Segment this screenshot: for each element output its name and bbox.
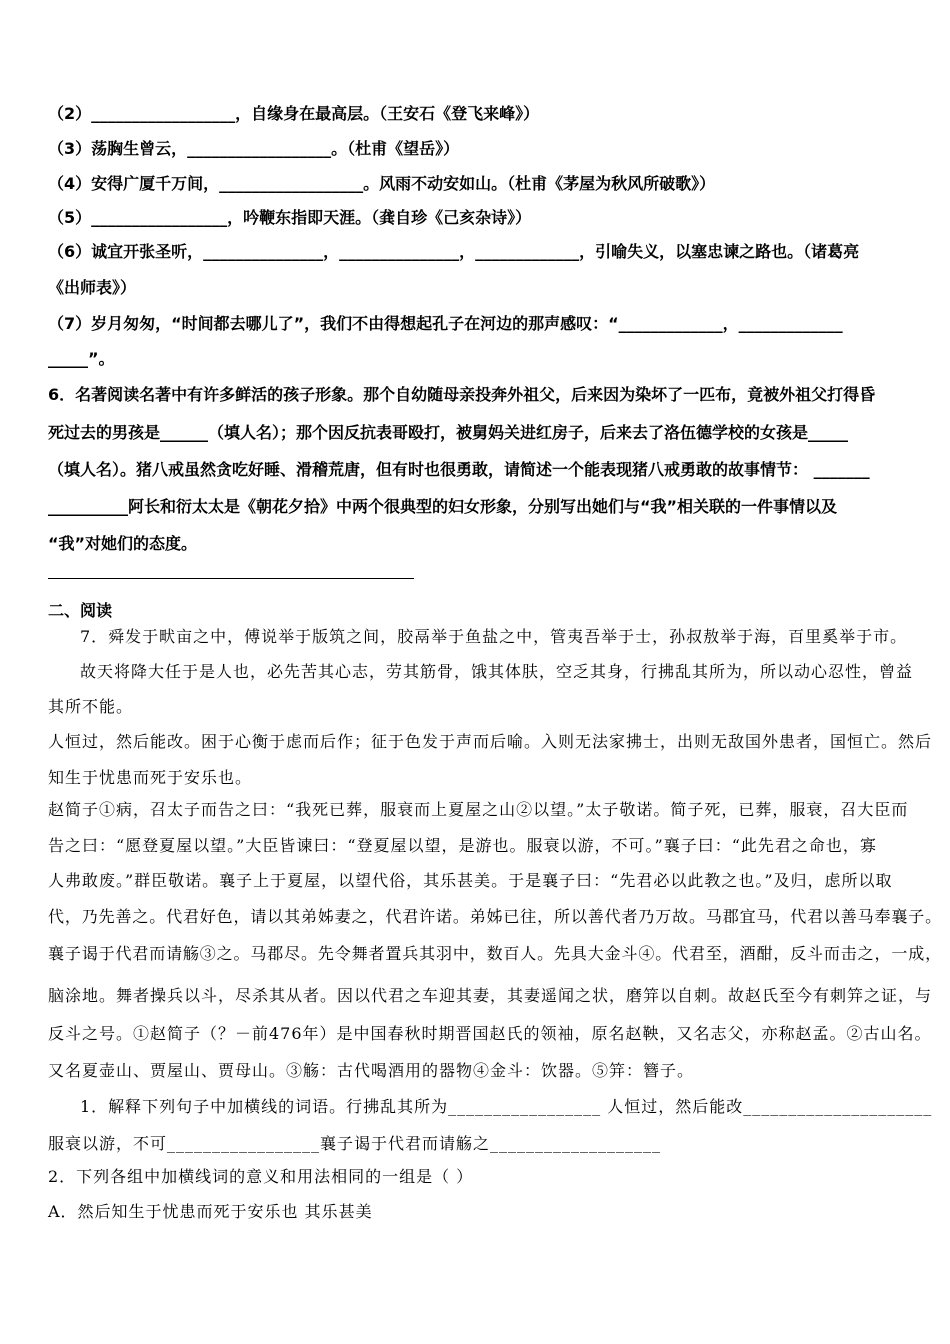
passage-p2-line1: 故天将降大任于是人也，必先苦其心志，劳其筋骨，饿其体肤，空乏其身，行拂乱其所为，所以动心忍性，曾益 (80, 662, 914, 681)
question-1-line2: 服衰以游，不可_________________襄子谒于代君而请觞之___________________ (48, 1134, 662, 1153)
passage-p2-line2: 其所不能。 (48, 697, 134, 716)
passage-p4-line6: 脑涂地。舞者操兵以斗，尽杀其从者。因以代君之车迎其妻，其妻遥闻之状，磨笄以自刺。故赵氏至今有刺笄之证，与 (48, 986, 933, 1005)
reading-q6-line4: __________阿长和衍太太是《朝花夕拾》中两个很典型的妇女形象，分别写出她们与“我”相关联的一件事情以及 (48, 497, 838, 516)
reading-q6-line3: （填人名）。猪八戒虽然贪吃好睡、滑稽荒唐，但有时也很勇敢，请简述一个能表现猪八戒勇敢的故事情节： _______ (48, 460, 870, 479)
poetry-q7-line2: _____”。 (48, 349, 115, 368)
poetry-q3: （3）荡胸生曾云，__________________。（杜甫《望岳》） (48, 139, 460, 158)
poetry-q6-line1: （6）诚宜开张圣听，_______________，_______________，_____________，引喻失义，以塞忠谏之路也。（诸葛亮 (48, 242, 860, 261)
passage-p4-line1: 赵简子①病，召太子而告之曰：“我死已葬，服衰而上夏屋之山②以望。”太子敬诺。简子死，已葬，服衰，召大臣而 (48, 800, 909, 819)
reading-q6-line1: 6．名著阅读名著中有许多鲜活的孩子形象。那个自幼随母亲投奔外祖父，后来因为染坏了一匹布，竟被外祖父打得昏 (48, 385, 876, 404)
passage-p3-line2: 知生于忧患而死于安乐也。 (48, 768, 253, 787)
passage-p4-line4: 代，乃先善之。代君好色，请以其弟姊妻之，代君许诺。弟姊已往，所以善代者乃万故。马郡宜马，代君以善马奉襄子。 (48, 907, 943, 926)
poetry-q2: （2）__________________，自缘身在最高层。（王安石《登飞来峰》） (48, 104, 540, 123)
poetry-q5: （5）_________________，吟鞭东指即天涯。（龚自珍《己亥杂诗》） (48, 208, 532, 227)
passage-p1: 7．舜发于畎亩之中，傅说举于版筑之间，胶鬲举于鱼盐之中，管夷吾举于士，孙叔敖举于海，百里奚举于市。 (80, 627, 908, 646)
answer-line (48, 578, 414, 579)
section-title: 二、阅读 (48, 601, 113, 620)
poetry-q6-line2: 《出师表》） (48, 278, 137, 297)
poetry-q7-line1: （7）岁月匆匆，“时间都去哪儿了”，我们不由得想起孔子在河边的那声感叹：“_____________，_____________ (48, 314, 843, 333)
question-2-option-a: A．然后知生于忧患而死于安乐也 其乐甚美 (48, 1202, 373, 1221)
passage-p4-line3: 人弗敢废。”群臣敬诺。襄子上于夏屋，以望代俗，其乐甚美。于是襄子曰：“先君必以此教之也。”及归，虑所以取 (48, 871, 893, 890)
passage-p4-line2: 告之曰：“愿登夏屋以望。”大臣皆谏曰：“登夏屋以望，是游也。服衰以游，不可。”襄子曰：“此先君之命也，寡 (48, 836, 877, 855)
passage-p4-line8: 又名夏壶山、贾屋山、贾母山。③觞：古代喝酒用的器物④金斗：饮器。⑤笄：簪子。 (48, 1061, 695, 1080)
reading-q6-line2: 死过去的男孩是______（填人名）；那个因反抗表哥殴打，被舅妈关进红房子，后来去了洛伍德学校的女孩是_____ (48, 423, 849, 442)
passage-p3-line1: 人恒过，然后能改。困于心衡于虑而后作；征于色发于声而后喻。入则无法家拂士，出则无敌国外患者，国恒亡。然后 (48, 732, 933, 751)
passage-p4-line5: 襄子谒于代君而请觞③之。马郡尽。先令舞者置兵其羽中，数百人。先具大金斗④。代君至，酒酣，反斗而击之，一成， (48, 944, 943, 963)
poetry-q4: （4）安得广厦千万间，__________________。风雨不动安如山。（杜甫《茅屋为秋风所破歌》） (48, 174, 716, 193)
question-2: 2．下列各组中加横线词的意义和用法相同的一组是（ ） (48, 1167, 474, 1186)
question-1-line1: 1．解释下列句子中加横线的词语。行拂乱其所为_________________ 人恒过，然后能改_____________________ (80, 1097, 933, 1116)
reading-q6-line5: “我”对她们的态度。 (48, 534, 198, 553)
passage-p4-line7: 反斗之号。①赵简子（？－前476年）是中国春秋时期晋国赵氏的领袖，原名赵鞅，又名志父，亦称赵孟。②古山名。 (48, 1024, 932, 1043)
